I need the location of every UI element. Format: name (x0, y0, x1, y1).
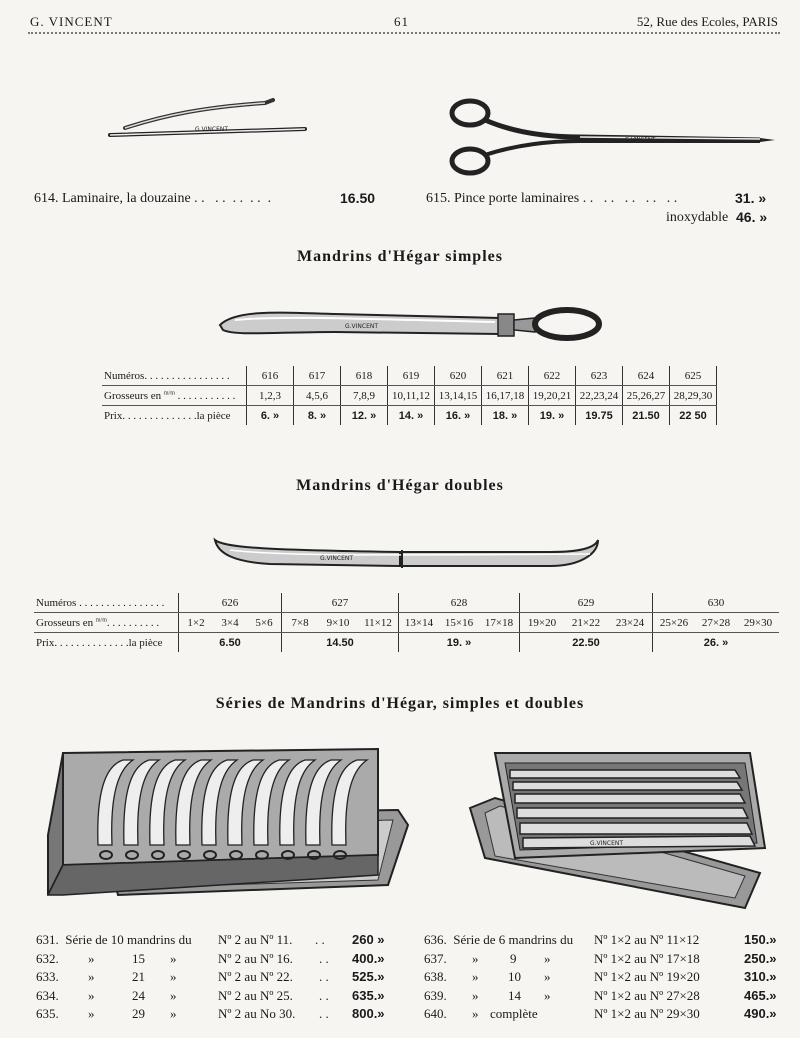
doubles-size: 21×22 (564, 613, 608, 633)
doubles-price: 19. » (399, 633, 520, 653)
simples-number: 618 (341, 366, 388, 386)
simples-size: 1,2,3 (247, 386, 294, 406)
simples-number: 623 (576, 366, 623, 386)
item-614-leader: . . . . . . . . . (194, 191, 272, 206)
doubles-size: 11×12 (358, 613, 399, 633)
doubles-price: 22.50 (520, 633, 653, 653)
series-item-638: 638. » 10 » Nº 1×2 au Nº 19×20 310.» (424, 969, 777, 984)
doubles-price: 14.50 (282, 633, 399, 653)
header-right: 52, Rue des Ecoles, PARIS (636, 14, 778, 29)
table-doubles-numbers-row (34, 593, 779, 613)
doubles-label-prix: Prix. . . . . . . . . . . . . .la pièce (34, 633, 179, 653)
simples-size: 16,17,18 (482, 386, 529, 406)
mandrin-double-engraving: G.VINCENT (320, 555, 354, 562)
series-item-636: 636. Série de 6 mandrins du Nº 1×2 au Nº 11×12 150.» (424, 932, 777, 947)
item-615-leader: . . . . . . . . . . (582, 191, 678, 206)
pince-engraving: G.VINCENT (625, 137, 656, 143)
doubles-number: 629 (520, 593, 653, 613)
doubles-size: 29×30 (737, 613, 779, 633)
doubles-size: 15×16 (439, 613, 479, 633)
doubles-number: 628 (399, 593, 520, 613)
simples-label-grosseurs: Grosseurs en $^{m/m}$ . . . . . . . . . . . (102, 386, 247, 406)
simples-price: 21.50 (623, 406, 670, 426)
series-item-634: 634. » 24 » Nº 2 au Nº 25. . . 635.» (36, 988, 385, 1003)
item-614 (34, 191, 271, 207)
doubles-size: 19×20 (520, 613, 565, 633)
item-615-extra-price: 46. » (736, 209, 768, 225)
simples-number: 625 (670, 366, 717, 386)
doubles-size: 3×4 (213, 613, 247, 633)
simples-number: 616 (247, 366, 294, 386)
table-simples (102, 366, 717, 425)
case-simples-illustration (38, 745, 408, 915)
simples-size: 28,29,30 (670, 386, 717, 406)
simples-size: 13,14,15 (435, 386, 482, 406)
doubles-label-grosseurs: Grosseurs en $^{m/m}$. . . . . . . . . . (34, 613, 179, 633)
doubles-number: 627 (282, 593, 399, 613)
simples-price: 6. » (247, 406, 294, 426)
case-doubles-illustration (465, 748, 765, 913)
simples-number: 619 (388, 366, 435, 386)
simples-price: 14. » (388, 406, 435, 426)
series-item-639: 639. » 14 » Nº 1×2 au Nº 27×28 465.» (424, 988, 777, 1003)
doubles-size: 5×6 (247, 613, 282, 633)
series-item-632: 632. » 15 » Nº 2 au Nº 16. . . 400.» (36, 951, 385, 966)
simples-number: 621 (482, 366, 529, 386)
simples-size: 22,23,24 (576, 386, 623, 406)
mandrin-double-illustration (210, 530, 605, 570)
pince-illustration (440, 95, 780, 185)
simples-price: 19. » (529, 406, 576, 426)
mandrin-simple-engraving: G.VINCENT (345, 323, 379, 330)
doubles-size: 27×28 (695, 613, 737, 633)
simples-price: 12. » (341, 406, 388, 426)
section-series-title: Séries de Mandrins d'Hégar, simples et doubles (215, 695, 585, 712)
page-number: 61 (394, 14, 409, 29)
series-item-640: 640. » complète Nº 1×2 au Nº 29×30 490.» (424, 1006, 777, 1021)
simples-price: 16. » (435, 406, 482, 426)
item-614-price: 16.50 (340, 190, 376, 206)
table-doubles-grosseurs-row (34, 613, 779, 633)
item-615 (426, 191, 677, 207)
doubles-label-numeros: Numéros . . . . . . . . . . . . . . . . (34, 593, 179, 613)
section-doubles-title: Mandrins d'Hégar doubles (296, 477, 504, 494)
simples-size: 19,20,21 (529, 386, 576, 406)
item-615-extra-label: inoxydable (666, 210, 729, 225)
series-item-631: 631. Série de 10 mandrins du Nº 2 au Nº 11. . . 260 » (36, 932, 385, 947)
simples-size: 4,5,6 (294, 386, 341, 406)
doubles-number: 630 (653, 593, 780, 613)
table-simples-grosseurs-row (102, 386, 717, 406)
simples-number: 624 (623, 366, 670, 386)
simples-price: 18. » (482, 406, 529, 426)
item-614-label: Laminaire, la douzaine (62, 191, 191, 206)
doubles-size: 23×24 (608, 613, 653, 633)
table-doubles-prix-row (34, 633, 779, 653)
mandrin-simple-illustration (215, 300, 605, 345)
item-615-price: 31. » (735, 190, 767, 206)
doubles-number: 626 (179, 593, 282, 613)
simples-price: 19.75 (576, 406, 623, 426)
series-item-635: 635. » 29 » Nº 2 au No 30. . . 800.» (36, 1006, 385, 1021)
section-simples-title: Mandrins d'Hégar simples (297, 248, 503, 265)
doubles-size: 7×8 (282, 613, 319, 633)
table-simples-numbers-row (102, 366, 717, 386)
doubles-price: 6.50 (179, 633, 282, 653)
simples-label-numeros: Numéros. . . . . . . . . . . . . . . . (102, 366, 247, 386)
simples-number: 620 (435, 366, 482, 386)
simples-size: 10,11,12 (388, 386, 435, 406)
simples-size: 25,26,27 (623, 386, 670, 406)
table-simples-prix-row (102, 406, 717, 426)
doubles-size: 1×2 (179, 613, 214, 633)
simples-price: 8. » (294, 406, 341, 426)
simples-label-prix: Prix. . . . . . . . . . . . . .la pièce (102, 406, 247, 426)
doubles-size: 17×18 (479, 613, 520, 633)
item-615-label: Pince porte laminaires (454, 191, 580, 206)
doubles-size: 25×26 (653, 613, 696, 633)
simples-number: 617 (294, 366, 341, 386)
case-engraving: G.VINCENT (590, 840, 624, 847)
doubles-size: 9×10 (318, 613, 358, 633)
doubles-price: 26. » (703, 636, 729, 649)
header-left: G. VINCENT (30, 14, 113, 29)
simples-number: 622 (529, 366, 576, 386)
series-item-637: 637. » 9 » Nº 1×2 au Nº 17×18 250.» (424, 951, 777, 966)
header-rule (28, 32, 780, 34)
simples-price: 22 50 (670, 406, 717, 426)
laminaire-illustration (105, 95, 315, 145)
simples-size: 7,8,9 (341, 386, 388, 406)
table-doubles (34, 593, 779, 652)
laminaire-engraving: G.VINCENT (195, 126, 229, 133)
doubles-size: 13×14 (399, 613, 440, 633)
item-615-number: 615. (426, 191, 451, 206)
series-item-633: 633. » 21 » Nº 2 au Nº 22. . . 525.» (36, 969, 385, 984)
item-614-number: 614. (34, 191, 59, 206)
